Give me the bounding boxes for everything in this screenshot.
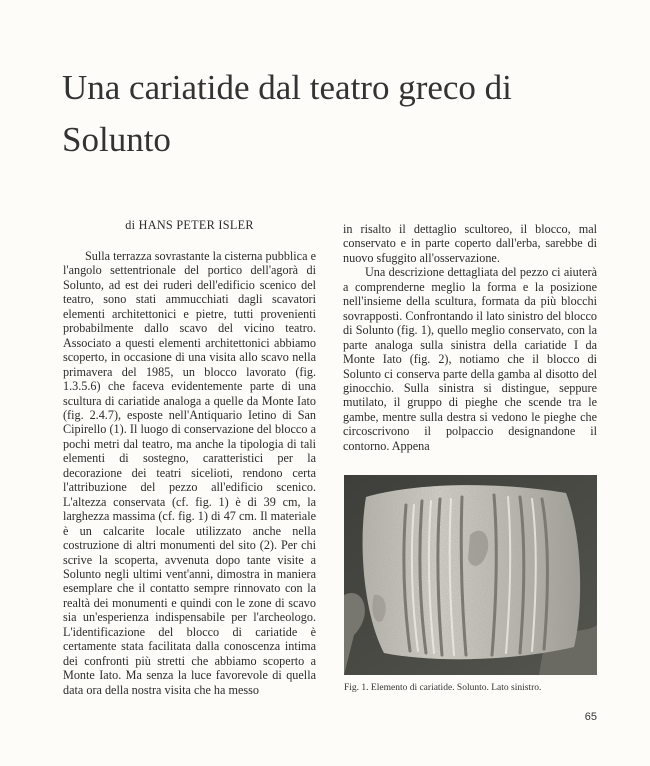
- page-number: 65: [584, 711, 597, 723]
- caryatid-stone-photo: [344, 475, 597, 675]
- left-column: [63, 249, 316, 697]
- right-column: [343, 222, 597, 453]
- article-byline: di HANS PETER ISLER: [125, 218, 254, 232]
- figure-1-photo: [344, 475, 597, 675]
- figure-1-caption: Fig. 1. Elemento di cariatide. Solunto. Lato sinistro.: [344, 683, 542, 693]
- right-paragraph-2: Una descrizione dettagliata del pezzo ci aiuterà a comprenderne meglio la forma e la posizione nell'insieme della scultura, formata da più blocchi sovrapposti. Confrontando il lato sinistro del blocco di Solunto (fig. 1), quello meglio conservato, con la parte analoga sulla sinistra della cariatide I da Monte Iato (fig. 2), notiamo che il blocco di Solunto ci conserva parte della gamba al disotto del ginocchio. Sulla sinistra si distingue, seppure mutilato, il gruppo di pieghe che scende tra le gambe, mentre sulla destra si vedono le pieghe che circoscrivono il polpaccio designandone il contorno. Appena: [343, 265, 597, 453]
- left-paragraph-1: Sulla terrazza sovrastante la cisterna pubblica e l'angolo settentrionale del portico dell'agorà di Solunto, ad est dei ruderi dell'edificio scenico del teatro, sono stati ammucchiati dagli scavatori elementi architettonici e pietre, tutti provenienti probabilmente dallo scavo del vicino teatro. Associato a questi elementi architettonici abbiamo scoperto, in occasione di una visita allo scavo nella primavera del 1985, un blocco lavorato (fig. 1.3.5.6) che faceva evidentemente parte di una scultura di cariatide analoga a quelle da Monte Iato (fig. 2.4.7), esposte nell'Antiquario Ietino di San Cipirello (1). Il luogo di conservazione del blocco a pochi metri dal teatro, ma anche la tipologia di tali elementi di sostegno, caratteristici per la decorazione dei teatri sicelioti, rendono certa l'attribuzione del pezzo all'edificio scenico. L'altezza conservata (cf. fig. 1) è di 39 cm, la larghezza massima (cf. fig. 1) di 47 cm. Il materiale è un calcarite locale utilizzato anche nella costruzione di altri monumenti del sito (2). Per chi scrive la scoperta, avvenuta dopo tante visite a Solunto negli ultimi vent'anni, dimostra in maniera esemplare che il contatto sempre rinnovato con la realtà dei monumenti e quindi con le zone di scavo sia un'esperienza indispensabile per l'archeologo. L'identificazione del blocco di cariatide è certamente stata facilitata dalla conoscenza intima dei confronti più stretti che abbiamo scoperto a Monte Iato. Ma senza la luce favorevole di quella data ora della nostra visita che ha messo: [63, 249, 316, 697]
- article-title: Una cariatide dal teatro greco di Solunto: [62, 68, 512, 159]
- right-paragraph-1: in risalto il dettaglio scultoreo, il blocco, mal conservato e in parte coperto dall'erba, sarebbe di nuovo sfuggito all'osservazione.: [343, 222, 597, 265]
